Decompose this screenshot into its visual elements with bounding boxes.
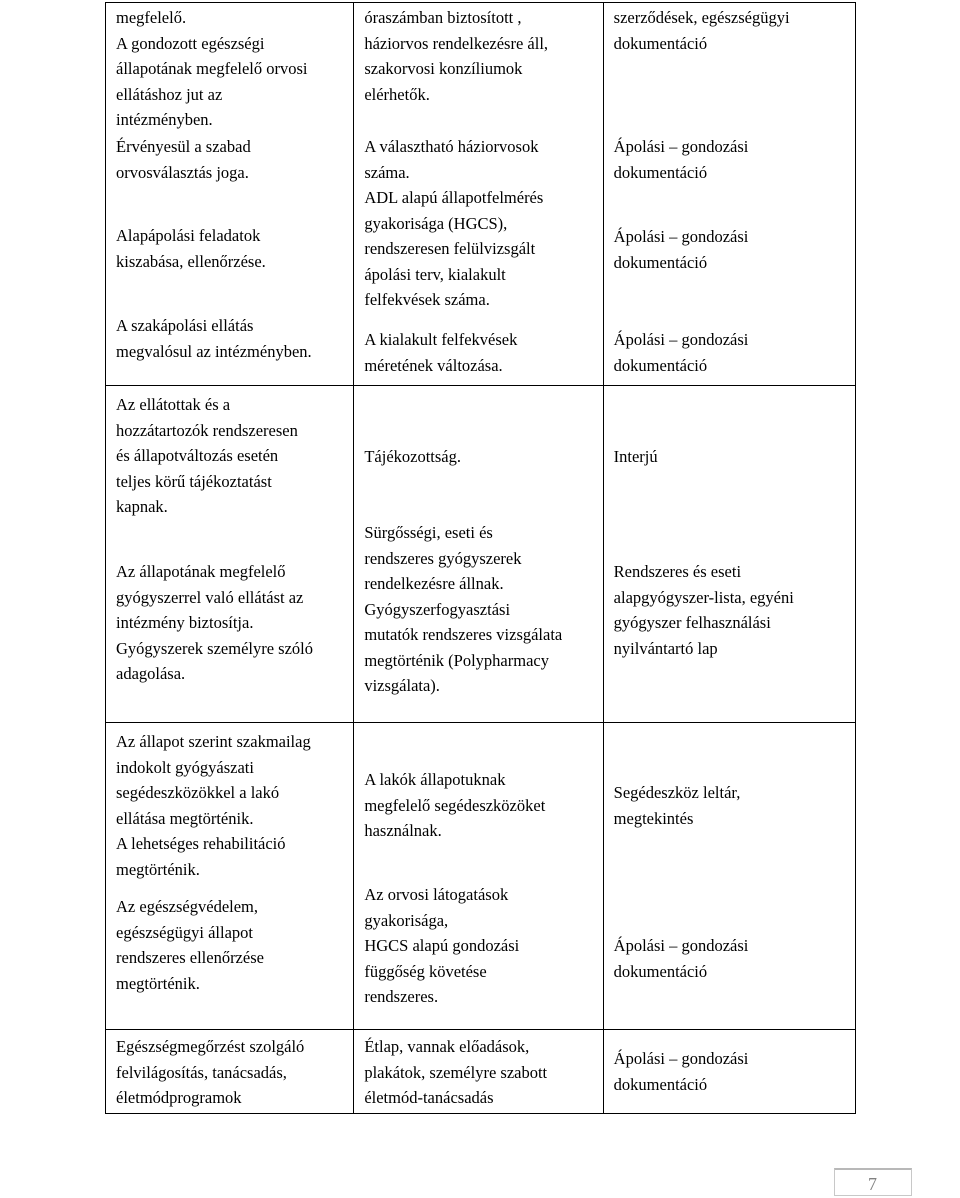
criterion-text: Alapápolási feladatok kiszabása, ellenőrzése. [116, 226, 266, 271]
indicator-text: óraszámban biztosított , háziorvos rendelkezésre áll, szakorvosi konzíliumok elérhetők. [364, 8, 549, 104]
source-text: Ápolási – gondozási dokumentáció [613, 1049, 749, 1094]
document-table [105, 2, 856, 1114]
indicator-text: Tájékozottság. [364, 447, 461, 466]
indicator-text: A kialakult felfekvések méretének változása. [364, 330, 518, 375]
table-cell [354, 386, 603, 723]
indicator-text: A lakók állapotuknak megfelelő segédeszközöket használnak. [364, 770, 546, 840]
table-row [106, 1030, 856, 1114]
source-text: Segédeszköz leltár, megtekintés [613, 783, 741, 828]
criterion-text: Az állapot szerint szakmailag indokolt gyógyászati segédeszközökkel a lakó ellátása megtörténik. A lehetséges rehabilitáció megtörténik. [116, 732, 311, 879]
table-cell [603, 3, 855, 386]
source-text: Interjú [613, 447, 658, 466]
table-cell [603, 723, 855, 1030]
criterion-text: Az állapotának megfelelő gyógyszerrel való ellátást az intézmény biztosítja. Gyógyszerek személyre szóló adagolása. [116, 562, 314, 683]
criterion-text: Érvényesül a szabad orvosválasztás joga. [116, 137, 251, 182]
criterion-text: Egészségmegőrzést szolgáló felvilágosítás, tanácsadás, életmódprogramok [116, 1037, 305, 1107]
table-cell [106, 386, 354, 723]
table-cell [106, 723, 354, 1030]
source-text: Ápolási – gondozási dokumentáció [613, 330, 749, 375]
criterion-text: Az egészségvédelem, egészségügyi állapot rendszeres ellenőrzése megtörténik. [116, 897, 264, 993]
table-cell [354, 723, 603, 1030]
page-number: 7 [868, 1174, 877, 1194]
source-text: Ápolási – gondozási dokumentáció [613, 227, 749, 272]
criterion-text: megfelelő. A gondozott egészségi állapotának megfelelő orvosi ellátáshoz jut az intézményben. [116, 8, 308, 129]
table-row [106, 386, 856, 723]
source-text: Rendszeres és eseti alapgyógyszer-lista, egyéni gyógyszer felhasználási nyilvántartó lap [613, 562, 794, 658]
table-row [106, 3, 856, 386]
table-cell [106, 3, 354, 386]
table-row [106, 723, 856, 1030]
indicator-text: Étlap, vannak előadások, plakátok, személyre szabott életmód-tanácsadás [364, 1037, 548, 1107]
criterion-text: Az ellátottak és a hozzátartozók rendszeresen és állapotváltozás esetén teljes körű tájékoztatást kapnak. [116, 395, 298, 516]
table-cell [354, 3, 603, 386]
source-text: szerződések, egészségügyi dokumentáció [613, 8, 790, 53]
source-text: Ápolási – gondozási dokumentáció [613, 936, 749, 981]
source-text: Ápolási – gondozási dokumentáció [613, 137, 749, 182]
table-cell [603, 386, 855, 723]
indicator-text: Sürgősségi, eseti és rendszeres gyógyszerek rendelkezésre állnak. Gyógyszerfogyasztási mutatók rendszeres vizsgálata megtörténik (Polypharmacy vizsgálata). [364, 523, 563, 695]
indicator-text: ADL alapú állapotfelmérés gyakorisága (HGCS), rendszeresen felülvizsgált ápolási terv, kialakult felfekvések száma. [364, 188, 544, 309]
table-cell [603, 1030, 855, 1114]
indicator-text: Az orvosi látogatások gyakorisága, HGCS alapú gondozási függőség követése rendszeres. [364, 885, 520, 1006]
indicator-text: A választható háziorvosok száma. [364, 137, 539, 182]
criterion-text: A szakápolási ellátás megvalósul az intézményben. [116, 316, 312, 361]
table-cell [354, 1030, 603, 1114]
page-number-box [834, 1168, 912, 1196]
table-cell [106, 1030, 354, 1114]
